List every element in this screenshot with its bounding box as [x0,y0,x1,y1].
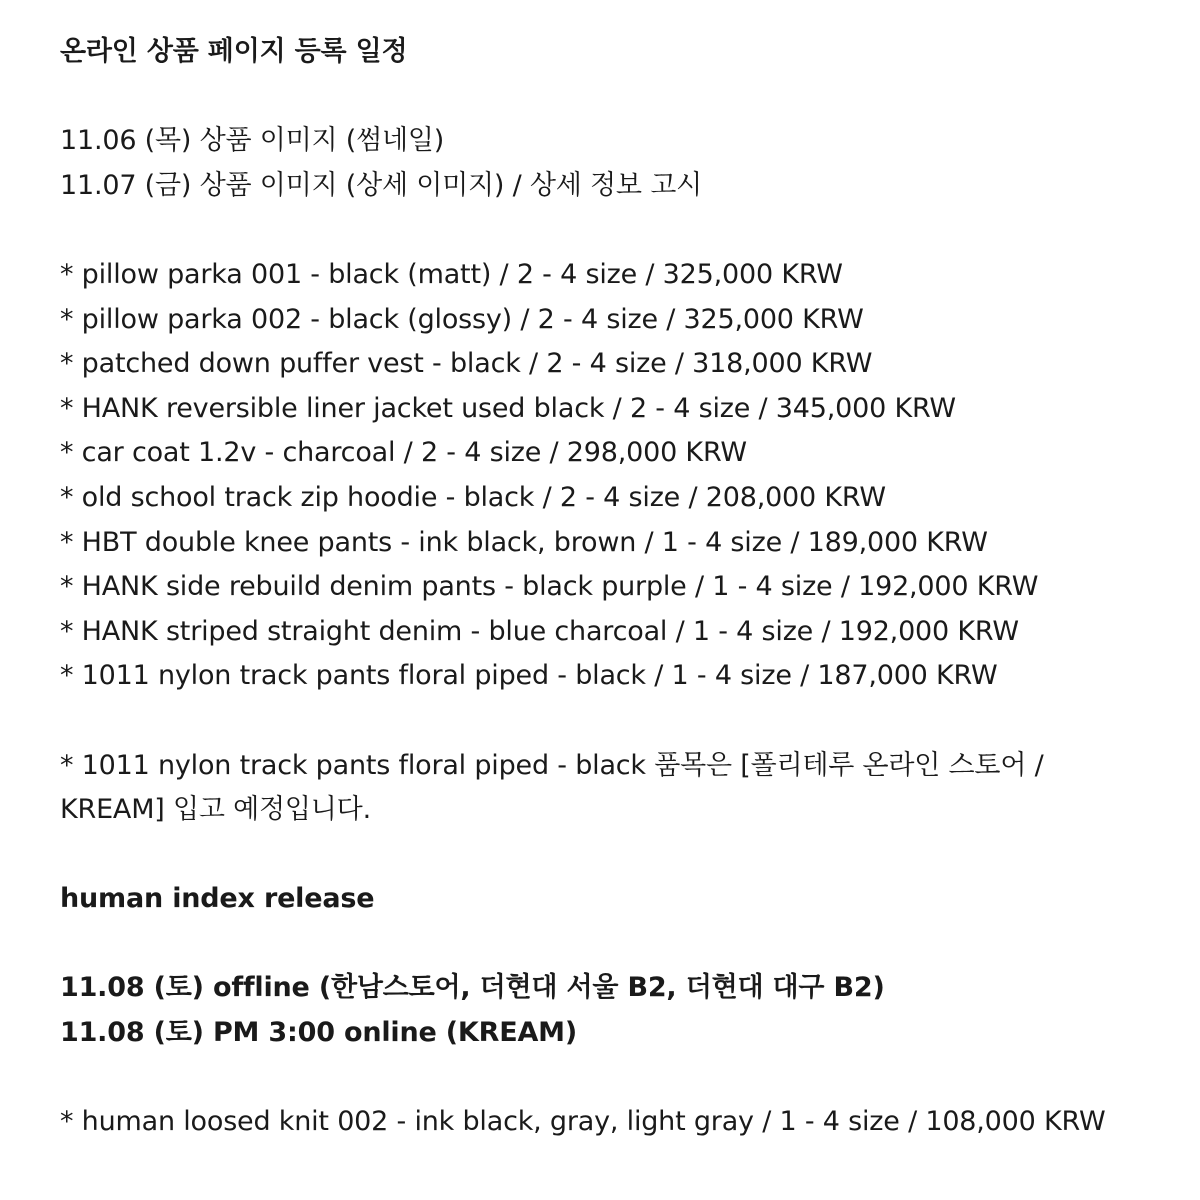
document-body [60,30,1170,1145]
product-line: * car coat 1.2v - charcoal / 2 - 4 size / 298,000 KRW [60,437,747,469]
spacer [60,922,1170,967]
schedule-date-line: 11.07 (금) 상품 이미지 (상세 이미지) / 상세 정보 고시 [60,169,702,201]
store-note-line: * 1011 nylon track pants floral piped - black 품목은 [폴리테루 온라인 스토어 / [60,749,1044,781]
spacer [60,75,1170,120]
product-line: * HANK side rebuild denim pants - black purple / 1 - 4 size / 192,000 KRW [60,571,1039,603]
spacer [60,208,1170,253]
product-line: * pillow parka 002 - black (glossy) / 2 - 4 size / 325,000 KRW [60,303,864,335]
product-line: * old school track zip hoodie - black / 2 - 4 size / 208,000 KRW [60,481,886,513]
product-line: * HBT double knee pants - ink black, brown / 1 - 4 size / 189,000 KRW [60,526,988,558]
spacer [60,1056,1170,1101]
release-date-line: 11.08 (토) offline (한남스토어, 더현대 서울 B2, 더현대 대구 B2) [60,972,885,1004]
schedule-date-line: 11.06 (목) 상품 이미지 (썸네일) [60,125,445,157]
spacer [60,699,1170,744]
spacer [60,833,1170,878]
product-line: * patched down puffer vest - black / 2 - 4 size / 318,000 KRW [60,348,873,380]
release-heading: human index release [60,883,375,915]
product-line: * pillow parka 001 - black (matt) / 2 - 4 size / 325,000 KRW [60,258,843,290]
release-date-line: 11.08 (토) PM 3:00 online (KREAM) [60,1017,577,1049]
release-product-line: * human loosed knit 002 - ink black, gray, light gray / 1 - 4 size / 108,000 KRW [60,1106,1106,1138]
product-line: * 1011 nylon track pants floral piped - black / 1 - 4 size / 187,000 KRW [60,660,998,692]
product-line: * HANK striped straight denim - blue charcoal / 1 - 4 size / 192,000 KRW [60,615,1019,647]
schedule-heading: 온라인 상품 페이지 등록 일정 [60,36,408,67]
store-note-line: KREAM] 입고 예정입니다. [60,794,371,826]
product-line: * HANK reversible liner jacket used black / 2 - 4 size / 345,000 KRW [60,392,956,424]
